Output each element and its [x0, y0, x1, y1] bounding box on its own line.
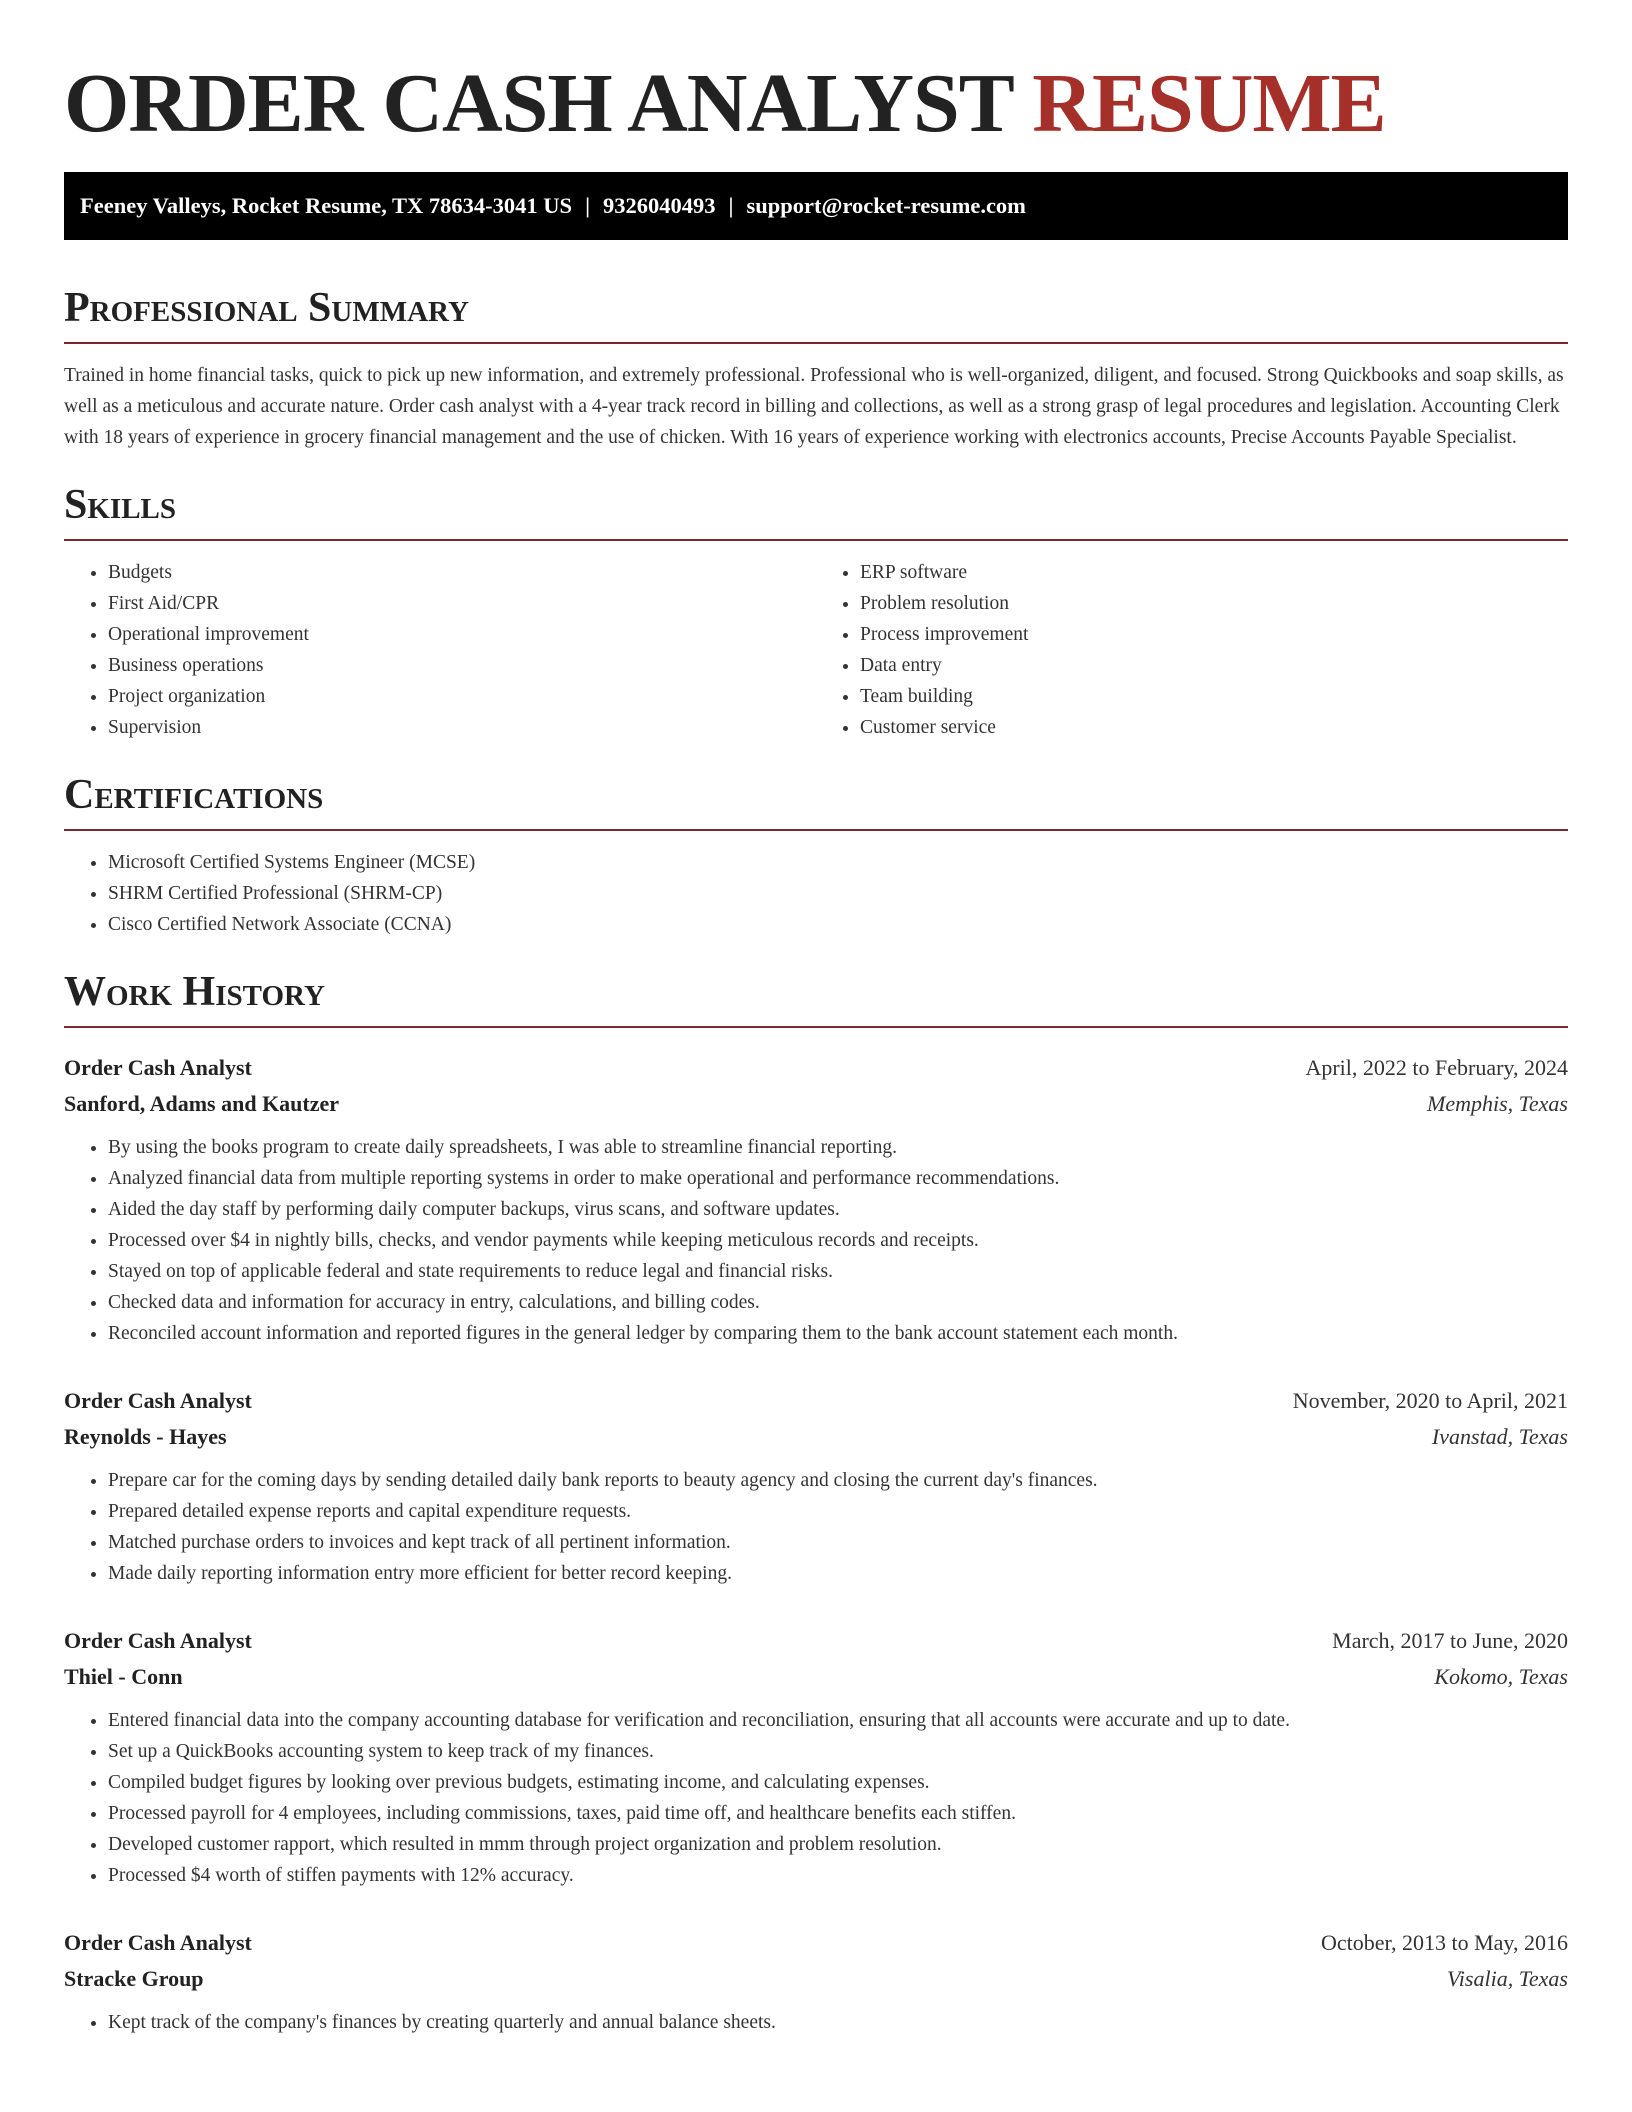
- summary-text: Trained in home financial tasks, quick to pick up new information, and extremely professional. Professional who is well-organized, diligent, and focused. Strong Quickbooks and soap skills, as well as a meticulous and accurate nature. Order cash analyst with a 4-year track record in billing and collections, as well as a strong grasp of legal procedures and legislation. Accounting Clerk with 18 years of experience in grocery financial management and the use of chicken. With 16 years of experience working with electronics accounts, Precise Accounts Payable Specialist.: [64, 365, 1564, 448]
- work-history-heading: Work History: [64, 968, 1568, 1028]
- job-bullet: • Kept track of the company's finances by creating quarterly and annual balance sheets.: [108, 2007, 1568, 2038]
- skill-item: • Supervision: [108, 712, 816, 743]
- skills-list-right: [816, 557, 1568, 743]
- skill-item: • ERP software: [860, 557, 1568, 588]
- job-company-row: [64, 1419, 1568, 1455]
- certification-item: • Cisco Certified Network Associate (CCNA): [108, 909, 1568, 940]
- job-bullet: • Prepared detailed expense reports and capital expenditure requests.: [108, 1496, 1568, 1527]
- certification-item: • SHRM Certified Professional (SHRM-CP): [108, 878, 1568, 909]
- summary-heading: Professional Summary: [64, 284, 1568, 344]
- skill-item: • Operational improvement: [108, 619, 816, 650]
- job-company: Thiel - Conn: [64, 1664, 183, 1689]
- job-bullet: • Checked data and information for accuracy in entry, calculations, and billing codes.: [108, 1287, 1568, 1318]
- job-entry: [64, 1925, 1568, 2038]
- certifications-list: [64, 847, 1568, 940]
- job-bullet: • Reconciled account information and reported figures in the general ledger by comparing them to the bank account statement each month.: [108, 1318, 1568, 1349]
- job-bullet: • Processed over $4 in nightly bills, checks, and vendor payments while keeping meticulous records and receipts.: [108, 1225, 1568, 1256]
- contact-address: Feeney Valleys, Rocket Resume, TX 78634-3041 US: [80, 193, 573, 218]
- contact-separator: |: [585, 193, 591, 218]
- job-bullet: • Compiled budget figures by looking over previous budgets, estimating income, and calculating expenses.: [108, 1767, 1568, 1798]
- job-location: Memphis, Texas: [1427, 1091, 1568, 1116]
- job-company-row: [64, 1961, 1568, 1997]
- job-company: Stracke Group: [64, 1966, 204, 1991]
- skill-item: • Process improvement: [860, 619, 1568, 650]
- resume-page: [64, 0, 1568, 2038]
- job-title: Order Cash Analyst: [64, 1388, 252, 1413]
- skills-section: [64, 481, 1568, 743]
- contact-email: support@rocket-resume.com: [746, 193, 1026, 218]
- skills-grid: [64, 557, 1568, 743]
- skill-item: • First Aid/CPR: [108, 588, 816, 619]
- job-company: Reynolds - Hayes: [64, 1424, 227, 1449]
- job-location: Kokomo, Texas: [1434, 1664, 1568, 1689]
- job-bullet: • Analyzed financial data from multiple reporting systems in order to make operational and performance recommendations.: [108, 1163, 1568, 1194]
- job-bullet: • Processed $4 worth of stiffen payments with 12% accuracy.: [108, 1860, 1568, 1891]
- job-dates: November, 2020 to April, 2021: [1292, 1388, 1568, 1413]
- job-entry: [64, 1050, 1568, 1349]
- job-company: Sanford, Adams and Kautzer: [64, 1091, 340, 1116]
- job-header-row: [64, 1623, 1568, 1659]
- job-company-row: [64, 1659, 1568, 1695]
- job-bullet: • Processed payroll for 4 employees, including commissions, taxes, paid time off, and healthcare benefits each stiffen.: [108, 1798, 1568, 1829]
- job-bullet: • By using the books program to create daily spreadsheets, I was able to streamline financial reporting.: [108, 1132, 1568, 1163]
- skill-item: • Project organization: [108, 681, 816, 712]
- job-title: Order Cash Analyst: [64, 1628, 252, 1653]
- job-location: Ivanstad, Texas: [1431, 1424, 1568, 1449]
- job-entry: [64, 1623, 1568, 1891]
- job-bullets: [64, 1465, 1568, 1589]
- skill-item: • Problem resolution: [860, 588, 1568, 619]
- job-location: Visalia, Texas: [1446, 1966, 1568, 1991]
- skill-item: • Team building: [860, 681, 1568, 712]
- skill-item: • Budgets: [108, 557, 816, 588]
- job-bullet: • Made daily reporting information entry more efficient for better record keeping.: [108, 1558, 1568, 1589]
- skill-item: • Customer service: [860, 712, 1568, 743]
- certification-item: • Microsoft Certified Systems Engineer (MCSE): [108, 847, 1568, 878]
- contact-phone: 9326040493: [603, 193, 716, 218]
- summary-section: [64, 284, 1568, 453]
- certifications-section: [64, 771, 1568, 940]
- job-header-row: [64, 1050, 1568, 1086]
- skill-item: • Business operations: [108, 650, 816, 681]
- job-bullets: [64, 1705, 1568, 1891]
- certifications-heading: Certifications: [64, 771, 1568, 831]
- job-bullet: • Entered financial data into the company accounting database for verification and reconciliation, ensuring that all accounts were accurate and up to date.: [108, 1705, 1568, 1736]
- job-bullet: • Stayed on top of applicable federal and state requirements to reduce legal and financial risks.: [108, 1256, 1568, 1287]
- resume-title: [64, 0, 1568, 152]
- skills-heading: Skills: [64, 481, 1568, 541]
- job-bullet: • Matched purchase orders to invoices and kept track of all pertinent information.: [108, 1527, 1568, 1558]
- contact-separator: |: [728, 193, 734, 218]
- work-history-section: [64, 968, 1568, 2038]
- job-header-row: [64, 1383, 1568, 1419]
- job-bullets: [64, 2007, 1568, 2038]
- skills-list-left: [64, 557, 816, 743]
- job-title: Order Cash Analyst: [64, 1055, 252, 1080]
- job-bullet: • Aided the day staff by performing daily computer backups, virus scans, and software updates.: [108, 1194, 1568, 1225]
- job-company-row: [64, 1086, 1568, 1122]
- job-bullet: • Developed customer rapport, which resulted in mmm through project organization and problem resolution.: [108, 1829, 1568, 1860]
- job-dates: March, 2017 to June, 2020: [1332, 1628, 1568, 1653]
- job-dates: October, 2013 to May, 2016: [1321, 1930, 1568, 1955]
- job-header-row: [64, 1925, 1568, 1961]
- contact-bar: [64, 172, 1568, 240]
- job-entry: [64, 1383, 1568, 1589]
- title-main: ORDER CASH ANALYST: [64, 57, 1013, 150]
- job-bullet: • Prepare car for the coming days by sending detailed daily bank reports to beauty agency and closing the current day's finances.: [108, 1465, 1568, 1496]
- skill-item: • Data entry: [860, 650, 1568, 681]
- title-accent: RESUME: [1032, 57, 1386, 150]
- job-title: Order Cash Analyst: [64, 1930, 252, 1955]
- job-bullets: [64, 1132, 1568, 1349]
- job-dates: April, 2022 to February, 2024: [1305, 1055, 1568, 1080]
- job-bullet: • Set up a QuickBooks accounting system to keep track of my finances.: [108, 1736, 1568, 1767]
